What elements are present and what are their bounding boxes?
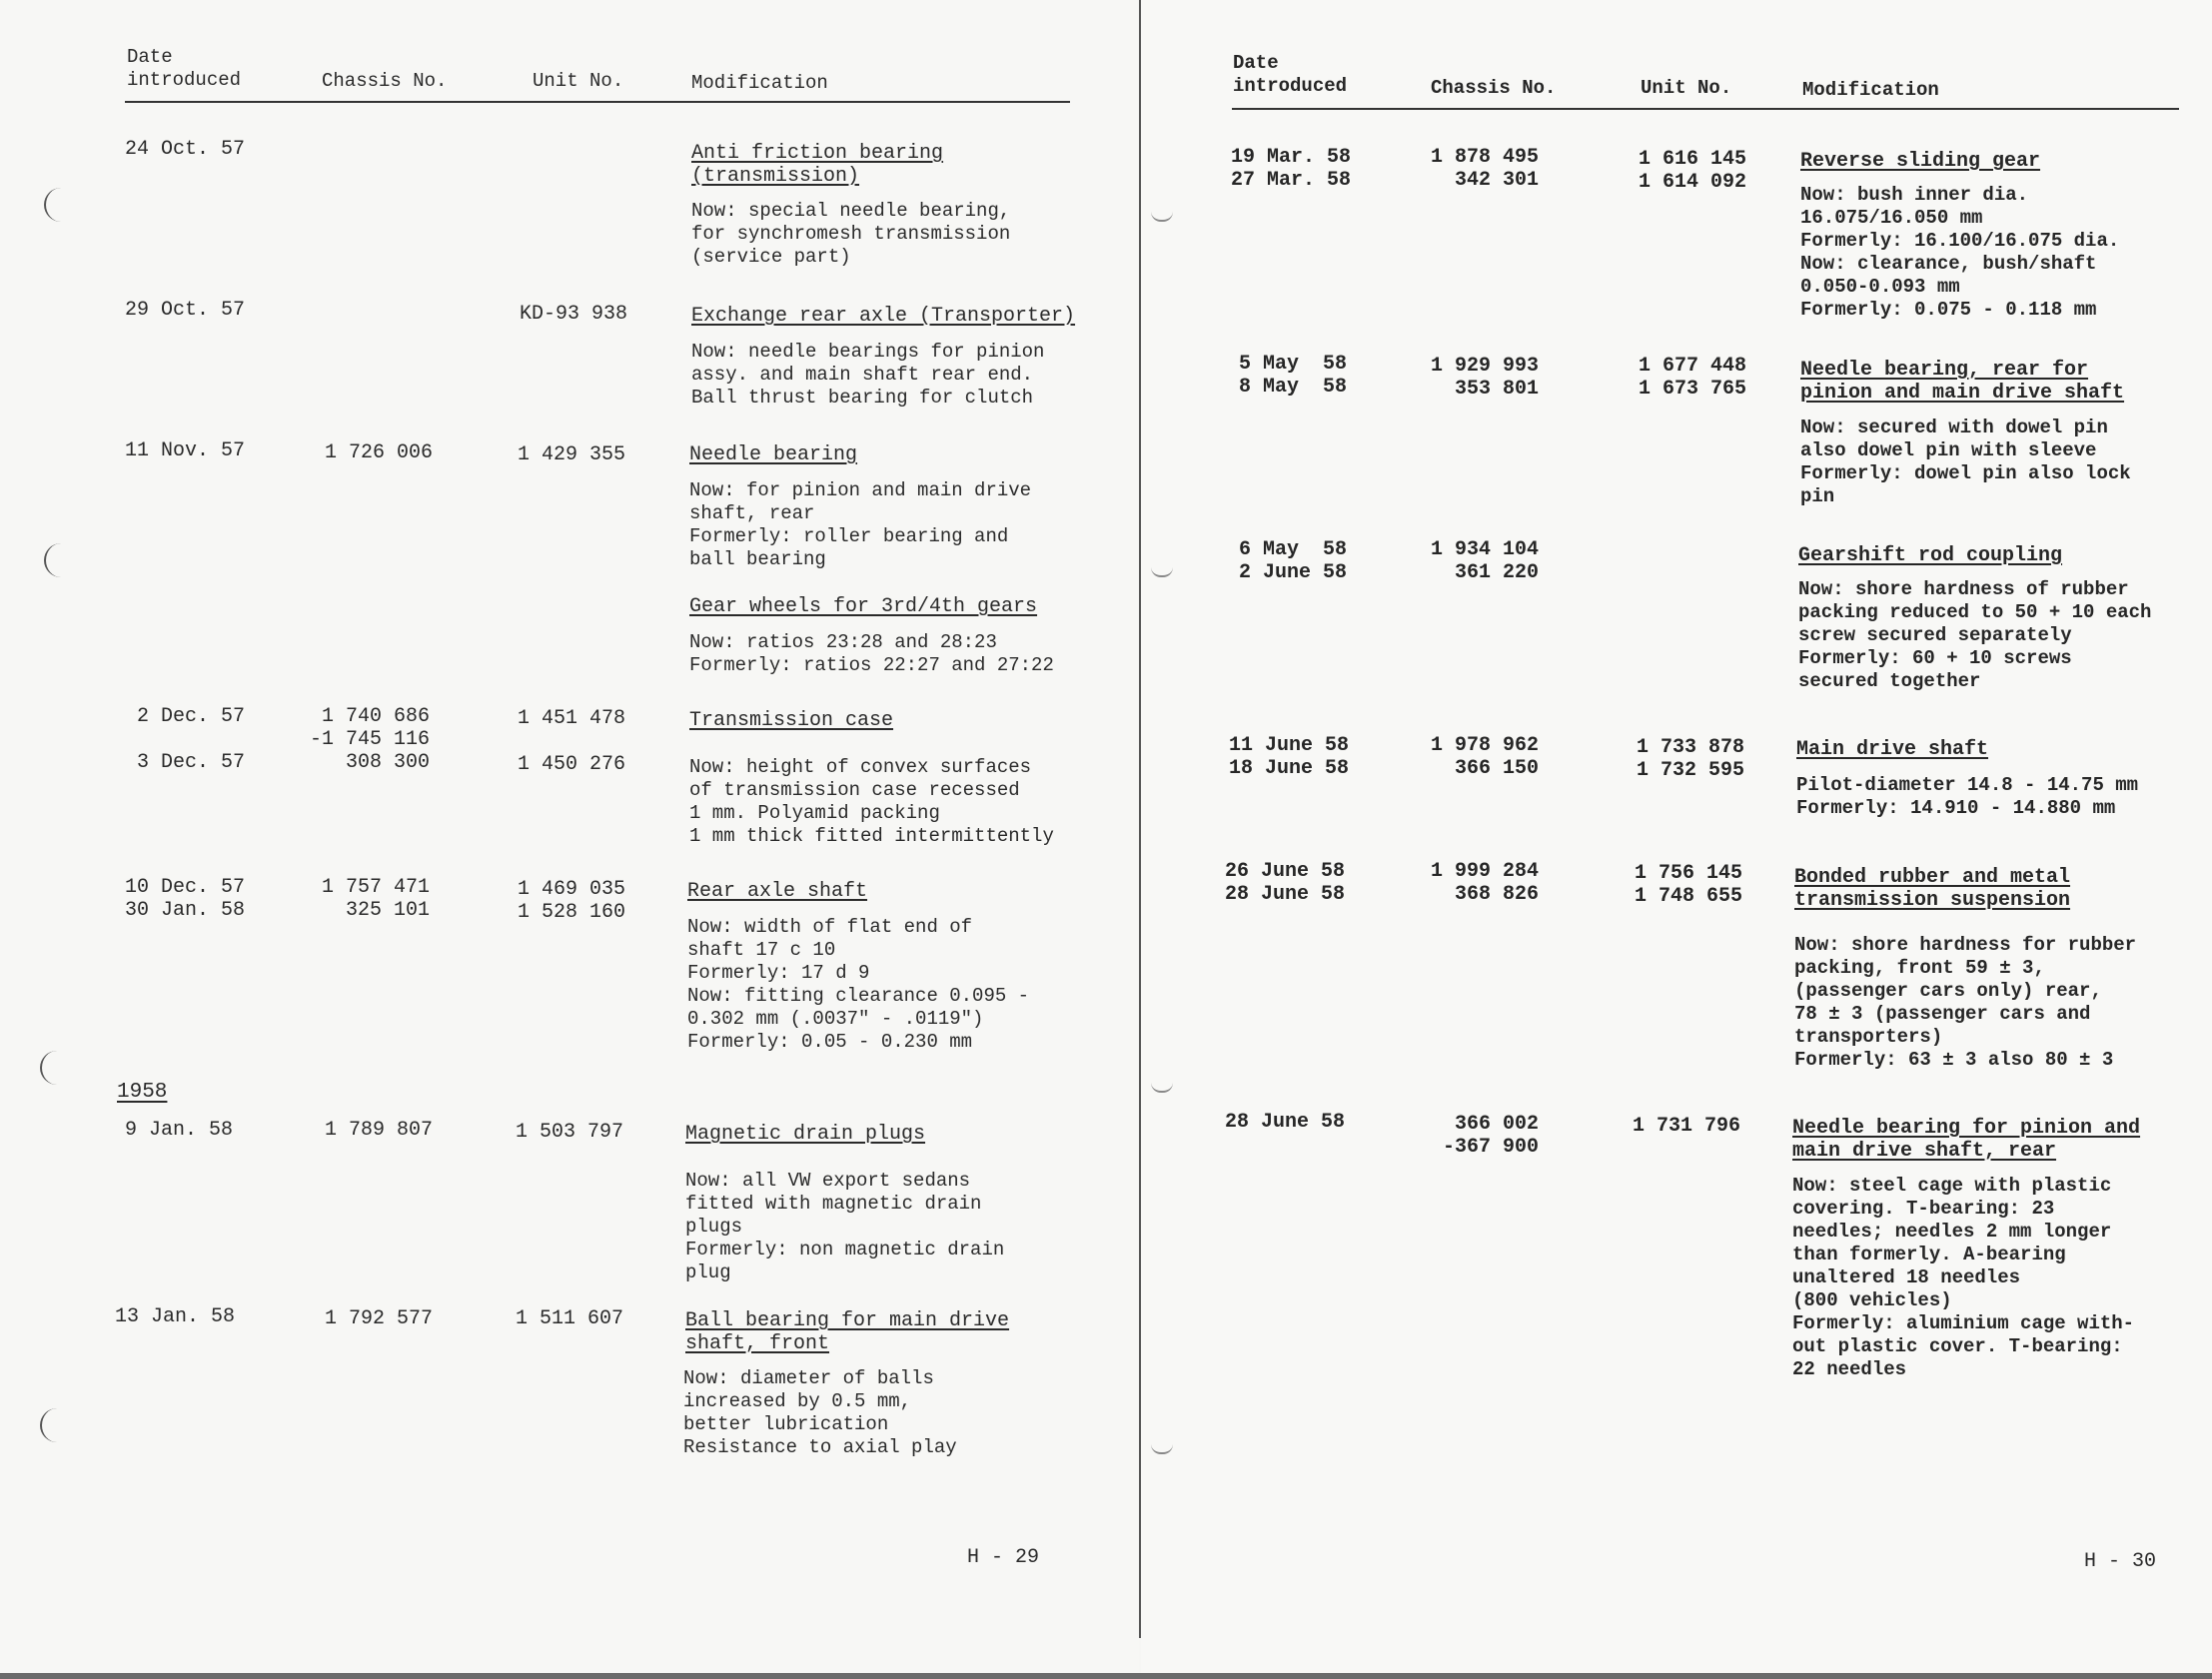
row-chassis: 366 002 -367 900 [1442, 1113, 1539, 1159]
row-title: Needle bearing, rear for pinion and main drive shaft [1800, 359, 2125, 405]
row-desc: Now: shore hardness for rubber packing, front 59 ± 3, (passenger cars only) rear, 78 ± 3 (passenger cars and transporters) Formerly: 63 ± 3 also 80 ± 3 [1794, 934, 2137, 1071]
row-unit: 1 677 448 1 673 765 [1639, 355, 1747, 401]
row-desc: Now: special needle bearing, for synchromesh transmission (service part) [691, 200, 1011, 268]
row-title: Needle bearing for pinion and main drive shaft, rear [1792, 1117, 2141, 1163]
row-desc: Now: height of convex surfaces of transmission case recessed 1 mm. Polyamid packing 1 mm thick fitted intermittently [689, 756, 1054, 847]
row-unit: 1 503 797 [516, 1121, 624, 1144]
row-title: Anti friction bearing (transmission) [691, 142, 944, 188]
row-desc: Pilot-diameter 14.8 - 14.75 mm Formerly: 14.910 - 14.880 mm [1796, 774, 2139, 819]
row-unit: 1 756 145 1 748 655 [1635, 862, 1743, 908]
row-unit: 1 429 355 [518, 443, 626, 466]
header-rule [125, 101, 1070, 103]
punch-hole-mark [44, 543, 72, 577]
page-gutter [1139, 0, 1141, 1638]
row-title: Bonded rubber and metal transmission suspension [1794, 866, 2071, 912]
header-date: Date introduced [127, 46, 242, 91]
row-date: 2 Dec. 57 3 Dec. 57 [136, 705, 245, 774]
row-chassis: 1 726 006 [325, 441, 434, 464]
row-desc: Now: bush inner dia. 16.075/16.050 mm Formerly: 16.100/16.075 dia. Now: clearance, bush/shaft 0.050-0.093 mm Formerly: 0.075 - 0.118 mm [1800, 184, 2120, 321]
punch-hole-mark [40, 1051, 68, 1085]
row-unit: KD-93 938 [520, 303, 628, 326]
row-unit: 1 511 607 [516, 1307, 624, 1330]
row-chassis: 1 929 993 353 801 [1430, 355, 1539, 401]
header-date: Date introduced [1233, 52, 1348, 97]
row-date: 29 Oct. 57 [125, 299, 246, 322]
row-title: Gear wheels for 3rd/4th gears [689, 595, 1038, 618]
row-date: 5 May 58 8 May 58 [1239, 353, 1348, 399]
row-desc: Now: ratios 23:28 and 28:23 Formerly: ratios 22:27 and 27:22 [689, 631, 1054, 676]
row-date: 9 Jan. 58 [125, 1119, 234, 1142]
row-title: Main drive shaft [1796, 738, 1989, 761]
row-chassis: 1 792 577 [325, 1307, 434, 1330]
row-chassis: 1 878 495 342 301 [1430, 146, 1539, 192]
row-desc: Now: diameter of balls increased by 0.5 mm, better lubrication Resistance to axial play [683, 1367, 957, 1458]
row-title: Magnetic drain plugs [685, 1123, 926, 1146]
header-unit: Unit No. [533, 70, 624, 92]
row-desc: Now: all VW export sedans fitted with magnetic drain plugs Formerly: non magnetic drain plug [685, 1170, 1005, 1283]
row-chassis: 1 978 962 366 150 [1430, 734, 1539, 780]
year-heading: 1958 [117, 1081, 168, 1104]
row-title: Ball bearing for main drive shaft, front [685, 1309, 1010, 1355]
scan-edge [0, 1673, 2212, 1679]
row-chassis: 1 934 104 361 220 [1430, 538, 1539, 584]
row-date: 10 Dec. 57 30 Jan. 58 [124, 876, 245, 922]
punch-hole-mark [40, 1408, 68, 1442]
row-unit: 1 733 878 1 732 595 [1637, 736, 1745, 782]
row-chassis: 1 757 471 325 101 [321, 876, 430, 922]
row-title: Needle bearing [689, 443, 858, 466]
row-chassis: 1 789 807 [325, 1119, 434, 1142]
row-desc: Now: shore hardness of rubber packing reduced to 50 + 10 each screw secured separately Formerly: 60 + 10 screws secured together [1798, 578, 2152, 692]
row-date: 13 Jan. 58 [115, 1305, 236, 1328]
row-title: Transmission case [689, 709, 894, 732]
header-modification: Modification [1802, 79, 1939, 101]
row-unit: 1 731 796 [1633, 1115, 1741, 1138]
header-chassis: Chassis No. [1431, 77, 1557, 99]
row-unit: 1 469 035 1 528 160 [518, 878, 626, 924]
row-chassis: 1 740 686 -1 745 116 308 300 [309, 705, 430, 774]
header-unit: Unit No. [1641, 77, 1732, 99]
row-date: 11 June 58 18 June 58 [1229, 734, 1350, 780]
row-title: Exchange rear axle (Transporter) [691, 305, 1076, 328]
header-chassis: Chassis No. [322, 70, 448, 92]
row-date: 11 Nov. 57 [125, 439, 246, 462]
row-date: 24 Oct. 57 [125, 138, 246, 161]
row-unit: 1 616 145 1 614 092 [1639, 148, 1747, 194]
row-chassis: 1 999 284 368 826 [1430, 860, 1539, 906]
row-desc: Now: secured with dowel pin also dowel pin with sleeve Formerly: dowel pin also lock pin [1800, 417, 2131, 507]
row-date: 28 June 58 [1225, 1111, 1346, 1134]
row-unit: 1 451 478 1 450 276 [518, 707, 626, 776]
row-date: 26 June 58 28 June 58 [1225, 860, 1346, 906]
punch-hole-mark [44, 188, 72, 222]
header-rule [1232, 108, 2179, 110]
row-date: 6 May 58 2 June 58 [1239, 538, 1348, 584]
row-desc: Now: steel cage with plastic covering. T-bearing: 23 needles; needles 2 mm longer than formerly. A-bearing unaltered 18 needles (800 vehicles) Formerly: aluminium cage with- out plastic cover. T-bearing: 22 needles [1792, 1175, 2135, 1380]
row-title: Rear axle shaft [687, 880, 868, 903]
header-modification: Modification [691, 72, 828, 94]
page-number: H - 30 [2084, 1550, 2157, 1573]
row-desc: Now: needle bearings for pinion assy. and main shaft rear end. Ball thrust bearing for clutch [691, 341, 1045, 409]
page-number: H - 29 [967, 1546, 1040, 1569]
row-title: Gearshift rod coupling [1798, 544, 2063, 567]
row-desc: Now: width of flat end of shaft 17 c 10 Formerly: 17 d 9 Now: fitting clearance 0.095 - 0.302 mm (.0037" - .0119") Formerly: 0.05 - 0.230 mm [687, 916, 1030, 1053]
row-title: Reverse sliding gear [1800, 150, 2041, 173]
row-desc: Now: for pinion and main drive shaft, rear Formerly: roller bearing and ball bearing [689, 479, 1032, 570]
row-date: 19 Mar. 58 27 Mar. 58 [1231, 146, 1352, 192]
